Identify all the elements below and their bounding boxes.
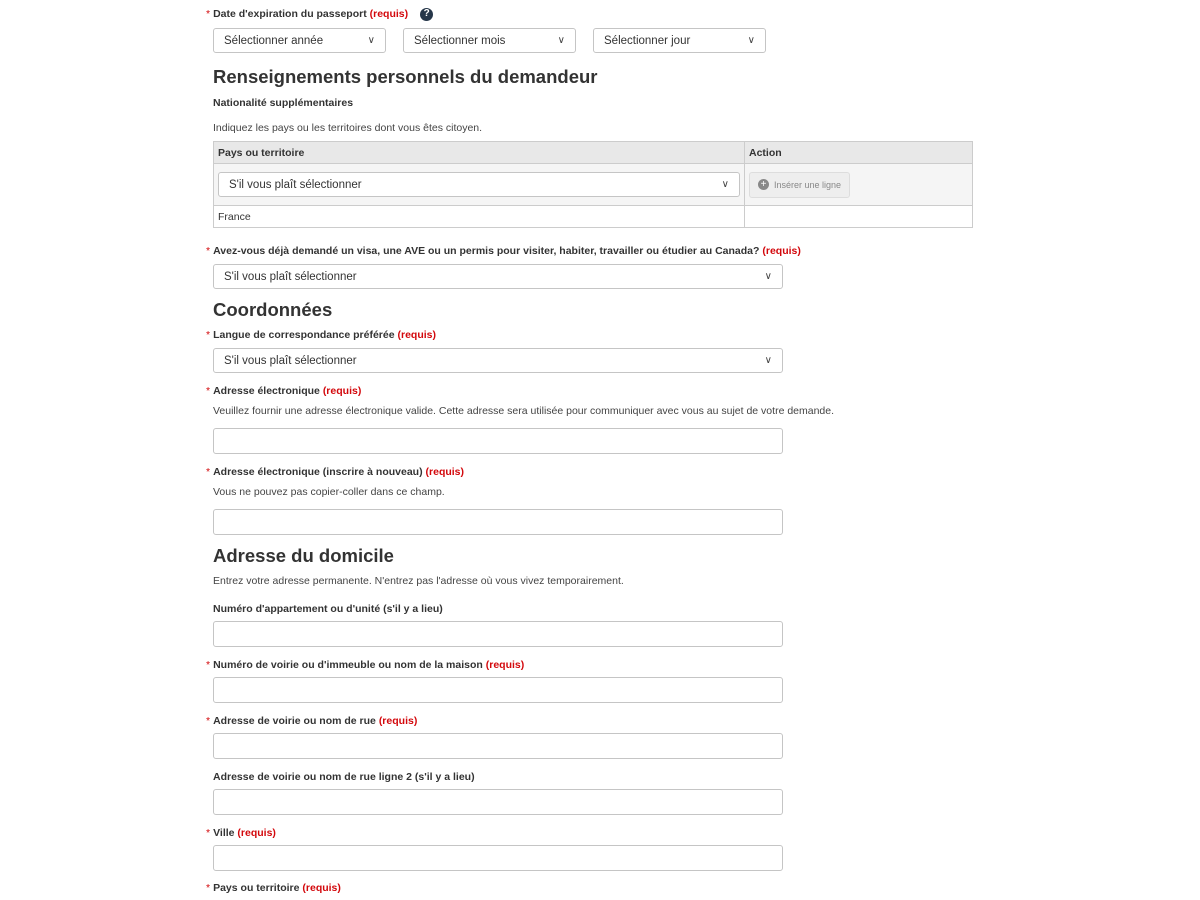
chevron-down-icon: ∨ [721, 179, 729, 190]
language-select[interactable]: S'il vous plaît sélectionner ∨ [213, 348, 783, 373]
nationality-label: Nationalité supplémentaires [213, 97, 354, 109]
section-heading-home-address: Adresse du domicile [213, 545, 394, 566]
chevron-down-icon: ∨ [747, 35, 755, 46]
chevron-down-icon: ∨ [557, 35, 565, 46]
apartment-input[interactable] [213, 621, 783, 647]
city-input[interactable] [213, 845, 783, 871]
street-number-label: * Numéro de voirie ou d'immeuble ou nom de la maison (requis) [206, 659, 525, 671]
chevron-down-icon: ∨ [764, 355, 772, 366]
section-heading-contact: Coordonnées [213, 299, 333, 320]
email-help: Veuillez fournir une adresse électronique valide. Cette adresse sera utilisée pour communiquer avec vous au sujet de votre demande. [213, 405, 835, 417]
street2-input[interactable] [213, 789, 783, 815]
street-input[interactable] [213, 733, 783, 759]
chevron-down-icon: ∨ [764, 271, 772, 282]
column-header-action: Action [745, 142, 973, 164]
street-label: * Adresse de voirie ou nom de rue (requis) [206, 715, 418, 727]
email-label: * Adresse électronique (requis) [206, 385, 362, 397]
email-confirm-input[interactable] [213, 509, 783, 535]
passport-month-select[interactable]: Sélectionner mois ∨ [403, 28, 576, 53]
nationality-table [213, 141, 973, 228]
street2-label: Adresse de voirie ou nom de rue ligne 2 (s'il y a lieu) [213, 771, 475, 783]
home-country-label: * Pays ou territoire (requis) [206, 882, 341, 894]
street-number-input[interactable] [213, 677, 783, 703]
passport-expiry-label: * Date d'expiration du passeport (requis) ? [206, 7, 433, 21]
column-header-country: Pays ou territoire [214, 142, 745, 164]
passport-day-select[interactable]: Sélectionner jour ∨ [593, 28, 766, 53]
country-cell: France [214, 206, 745, 228]
help-icon[interactable]: ? [420, 8, 433, 21]
section-heading-personal: Renseignements personnels du demandeur [213, 66, 598, 87]
chevron-down-icon: ∨ [367, 35, 375, 46]
home-address-help: Entrez votre adresse permanente. N'entrez pas l'adresse où vous vivez temporairement. [213, 575, 624, 587]
visa-select[interactable]: S'il vous plaît sélectionner ∨ [213, 264, 783, 289]
country-select[interactable]: S'il vous plaît sélectionner ∨ [218, 172, 740, 197]
table-row [214, 206, 973, 228]
email-input[interactable] [213, 428, 783, 454]
visa-question-label: * Avez-vous déjà demandé un visa, une AVE ou un permis pour visiter, habiter, travailler ou étudier au Canada? (requis) [206, 245, 801, 257]
table-row-input [214, 164, 973, 206]
insert-row-button[interactable]: + Insérer une ligne [749, 172, 850, 198]
email-confirm-label: * Adresse électronique (inscrire à nouveau) (requis) [206, 466, 465, 478]
plus-circle-icon: + [758, 179, 769, 190]
language-label: * Langue de correspondance préférée (requis) [206, 329, 437, 341]
city-label: * Ville (requis) [206, 827, 276, 839]
passport-year-select[interactable]: Sélectionner année ∨ [213, 28, 386, 53]
email-confirm-help: Vous ne pouvez pas copier-coller dans ce champ. [213, 486, 445, 498]
apartment-label: Numéro d'appartement ou d'unité (s'il y a lieu) [213, 603, 443, 615]
nationality-help: Indiquez les pays ou les territoires dont vous êtes citoyen. [213, 122, 483, 134]
